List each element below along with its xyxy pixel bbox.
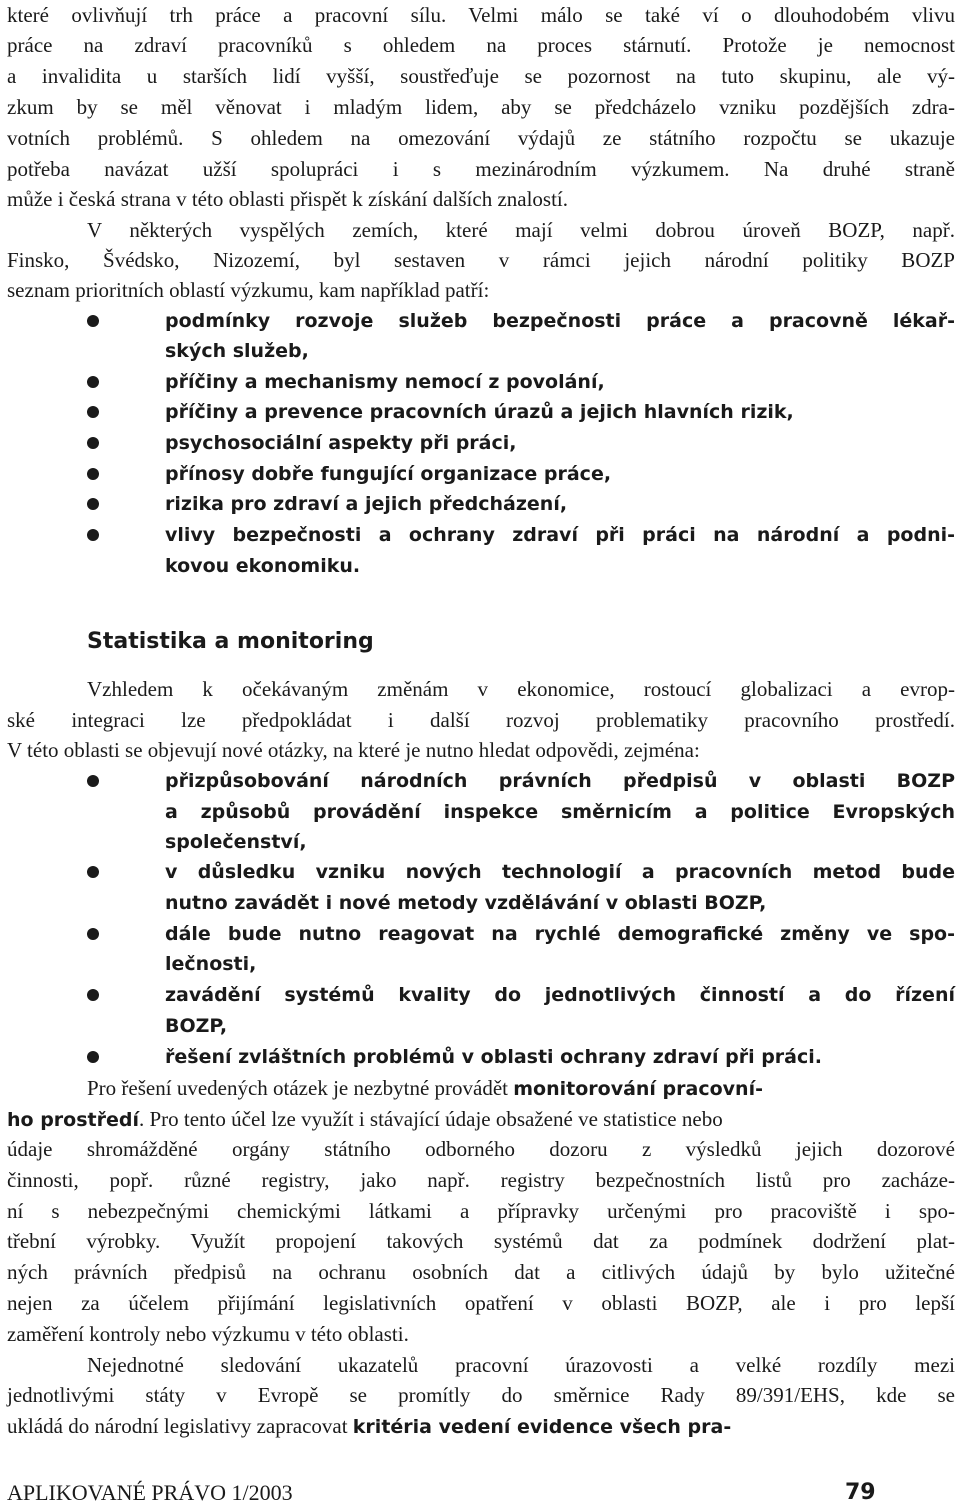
paragraph-line: Nejednotné sledování ukazatelů pracovní úrazovosti a velké rozdíly mezi	[87, 1353, 955, 1377]
bullet-icon	[87, 775, 99, 787]
list-item: nutno zavádět i nové metody vzdělávání v oblasti BOZP,	[165, 892, 767, 914]
bullet-icon	[87, 437, 99, 449]
paragraph-line: činnosti, popř. různé registry, jako např. registry bezpečnostních listů pro zacháze-	[7, 1168, 955, 1192]
paragraph-line: Finsko, Švédsko, Nizozemí, byl sestaven v rámci jejich národní politiky BOZP	[7, 248, 955, 272]
paragraph-line: votních problémů. S ohledem na omezování výdajů ze státního rozpočtu se ukazuje	[7, 126, 955, 150]
paragraph-line: zkum by se měl věnovat i mladým lidem, aby se předcházelo vzniku pozdějších zdra-	[7, 95, 955, 119]
emphasis-text: ho prostředí	[7, 1109, 139, 1131]
list-item: psychosociální aspekty při práci,	[165, 432, 517, 454]
paragraph-line: potřeba navázat užší spolupráci i s mezinárodním výzkumem. Na druhé straně	[7, 157, 955, 181]
list-item: v důsledku vzniku nových technologií a pracovních metod bude	[165, 861, 955, 883]
list-item: ských služeb,	[165, 340, 309, 362]
paragraph-line: nejen za účelem přijímání legislativních opatření v oblasti BOZP, ale i pro lepší	[7, 1291, 955, 1315]
paragraph-line: které ovlivňují trh práce a pracovní sílu. Velmi málo se také ví o dlouhodobém vlivu	[7, 3, 955, 27]
emphasis-text: monitorování pracovní-	[513, 1078, 763, 1100]
bullet-icon	[87, 468, 99, 480]
paragraph-line: zaměření kontroly nebo výzkumu v této oblasti.	[7, 1322, 409, 1346]
paragraph-line: seznam prioritních oblastí výzkumu, kam například patří:	[7, 278, 490, 302]
bullet-icon	[87, 989, 99, 1001]
list-item: kovou ekonomiku.	[165, 555, 361, 577]
paragraph-line: a invalidita u starších lidí vyšší, soustřeďuje se pozornost na tuto skupinu, ale vý-	[7, 64, 955, 88]
paragraph-line: V této oblasti se objevují nové otázky, na které je nutno hledat odpovědi, zejména:	[7, 738, 700, 762]
paragraph-line: práce na zdraví pracovníků s ohledem na proces stárnutí. Protože je nemocnost	[7, 33, 955, 57]
list-item: a způsobů provádění inspekce směrnicím a politice Evropských	[165, 801, 955, 823]
paragraph-line: ných právních předpisů na ochranu osobních dat a citlivých údajů by bylo užitečné	[7, 1260, 955, 1284]
paragraph-line: ské integraci lze předpokládat i další rozvoj problematiky pracovního prostředí.	[7, 708, 955, 732]
list-item: řešení zvláštních problémů v oblasti ochrany zdraví při práci.	[165, 1046, 822, 1068]
paragraph-line: Vzhledem k očekávaným změnám v ekonomice, rostoucí globalizaci a evrop-	[87, 677, 955, 701]
bullet-icon	[87, 529, 99, 541]
paragraph-line: třební výrobky. Využít propojení takových systémů dat za podmínek dodržení plat-	[7, 1229, 955, 1253]
list-item: dále bude nutno reagovat na rychlé demografické změny ve spo-	[165, 923, 955, 945]
paragraph-line	[7, 1411, 955, 1442]
list-item: přínosy dobře fungující organizace práce,	[165, 463, 612, 485]
list-item: podmínky rozvoje služeb bezpečnosti práce a pracovně lékař-	[165, 310, 955, 332]
footer-publication: APLIKOVANÉ PRÁVO 1/2003	[7, 1480, 293, 1505]
emphasis-text: kritéria vedení evidence všech pra-	[352, 1416, 732, 1438]
paragraph-line: údaje shromážděné orgány státního odborného dozoru z výsledků jejich dozorové	[7, 1137, 955, 1161]
paragraph-line: ní s nebezpečnými chemickými látkami a přípravky určenými pro pracoviště i spo-	[7, 1199, 955, 1223]
paragraph-line: jednotlivými státy v Evropě se promítly do směrnice Rady 89/391/EHS, kde se	[7, 1383, 955, 1407]
paragraph-line	[7, 1104, 955, 1135]
paragraph-line: V některých vyspělých zemích, které mají velmi dobrou úroveň BOZP, např.	[87, 218, 955, 242]
bullet-icon	[87, 498, 99, 510]
list-item: zavádění systémů kvality do jednotlivých činností a do řízení	[165, 984, 955, 1006]
paragraph-line	[87, 1073, 955, 1104]
list-item: lečnosti,	[165, 953, 257, 975]
bullet-icon	[87, 1051, 99, 1063]
list-item: přizpůsobování národních právních předpisů v oblasti BOZP	[165, 770, 955, 792]
text-run: ukládá do národní legislativy zapracovat	[7, 1414, 353, 1438]
bullet-icon	[87, 376, 99, 388]
list-item: rizika pro zdraví a jejich předcházení,	[165, 493, 568, 515]
section-heading: Statistika a monitoring	[87, 629, 374, 654]
list-item: společenství,	[165, 831, 307, 853]
bullet-icon	[87, 866, 99, 878]
bullet-icon	[87, 406, 99, 418]
list-item: BOZP,	[165, 1015, 228, 1037]
text-run: . Pro tento účel lze využít i stávající údaje obsažené ve statistice nebo	[138, 1107, 723, 1131]
bullet-icon	[87, 315, 99, 327]
bullet-icon	[87, 928, 99, 940]
list-item: příčiny a mechanismy nemocí z povolání,	[165, 371, 605, 393]
page-number: 79	[845, 1480, 876, 1505]
list-item: vlivy bezpečnosti a ochrany zdraví při práci na národní a podni-	[165, 524, 955, 546]
text-run: Pro řešení uvedených otázek je nezbytné provádět	[87, 1076, 514, 1100]
paragraph-line: může i česká strana v této oblasti přispět k získání dalších znalostí.	[7, 187, 569, 211]
list-item: příčiny a prevence pracovních úrazů a jejich hlavních rizik,	[165, 401, 794, 423]
